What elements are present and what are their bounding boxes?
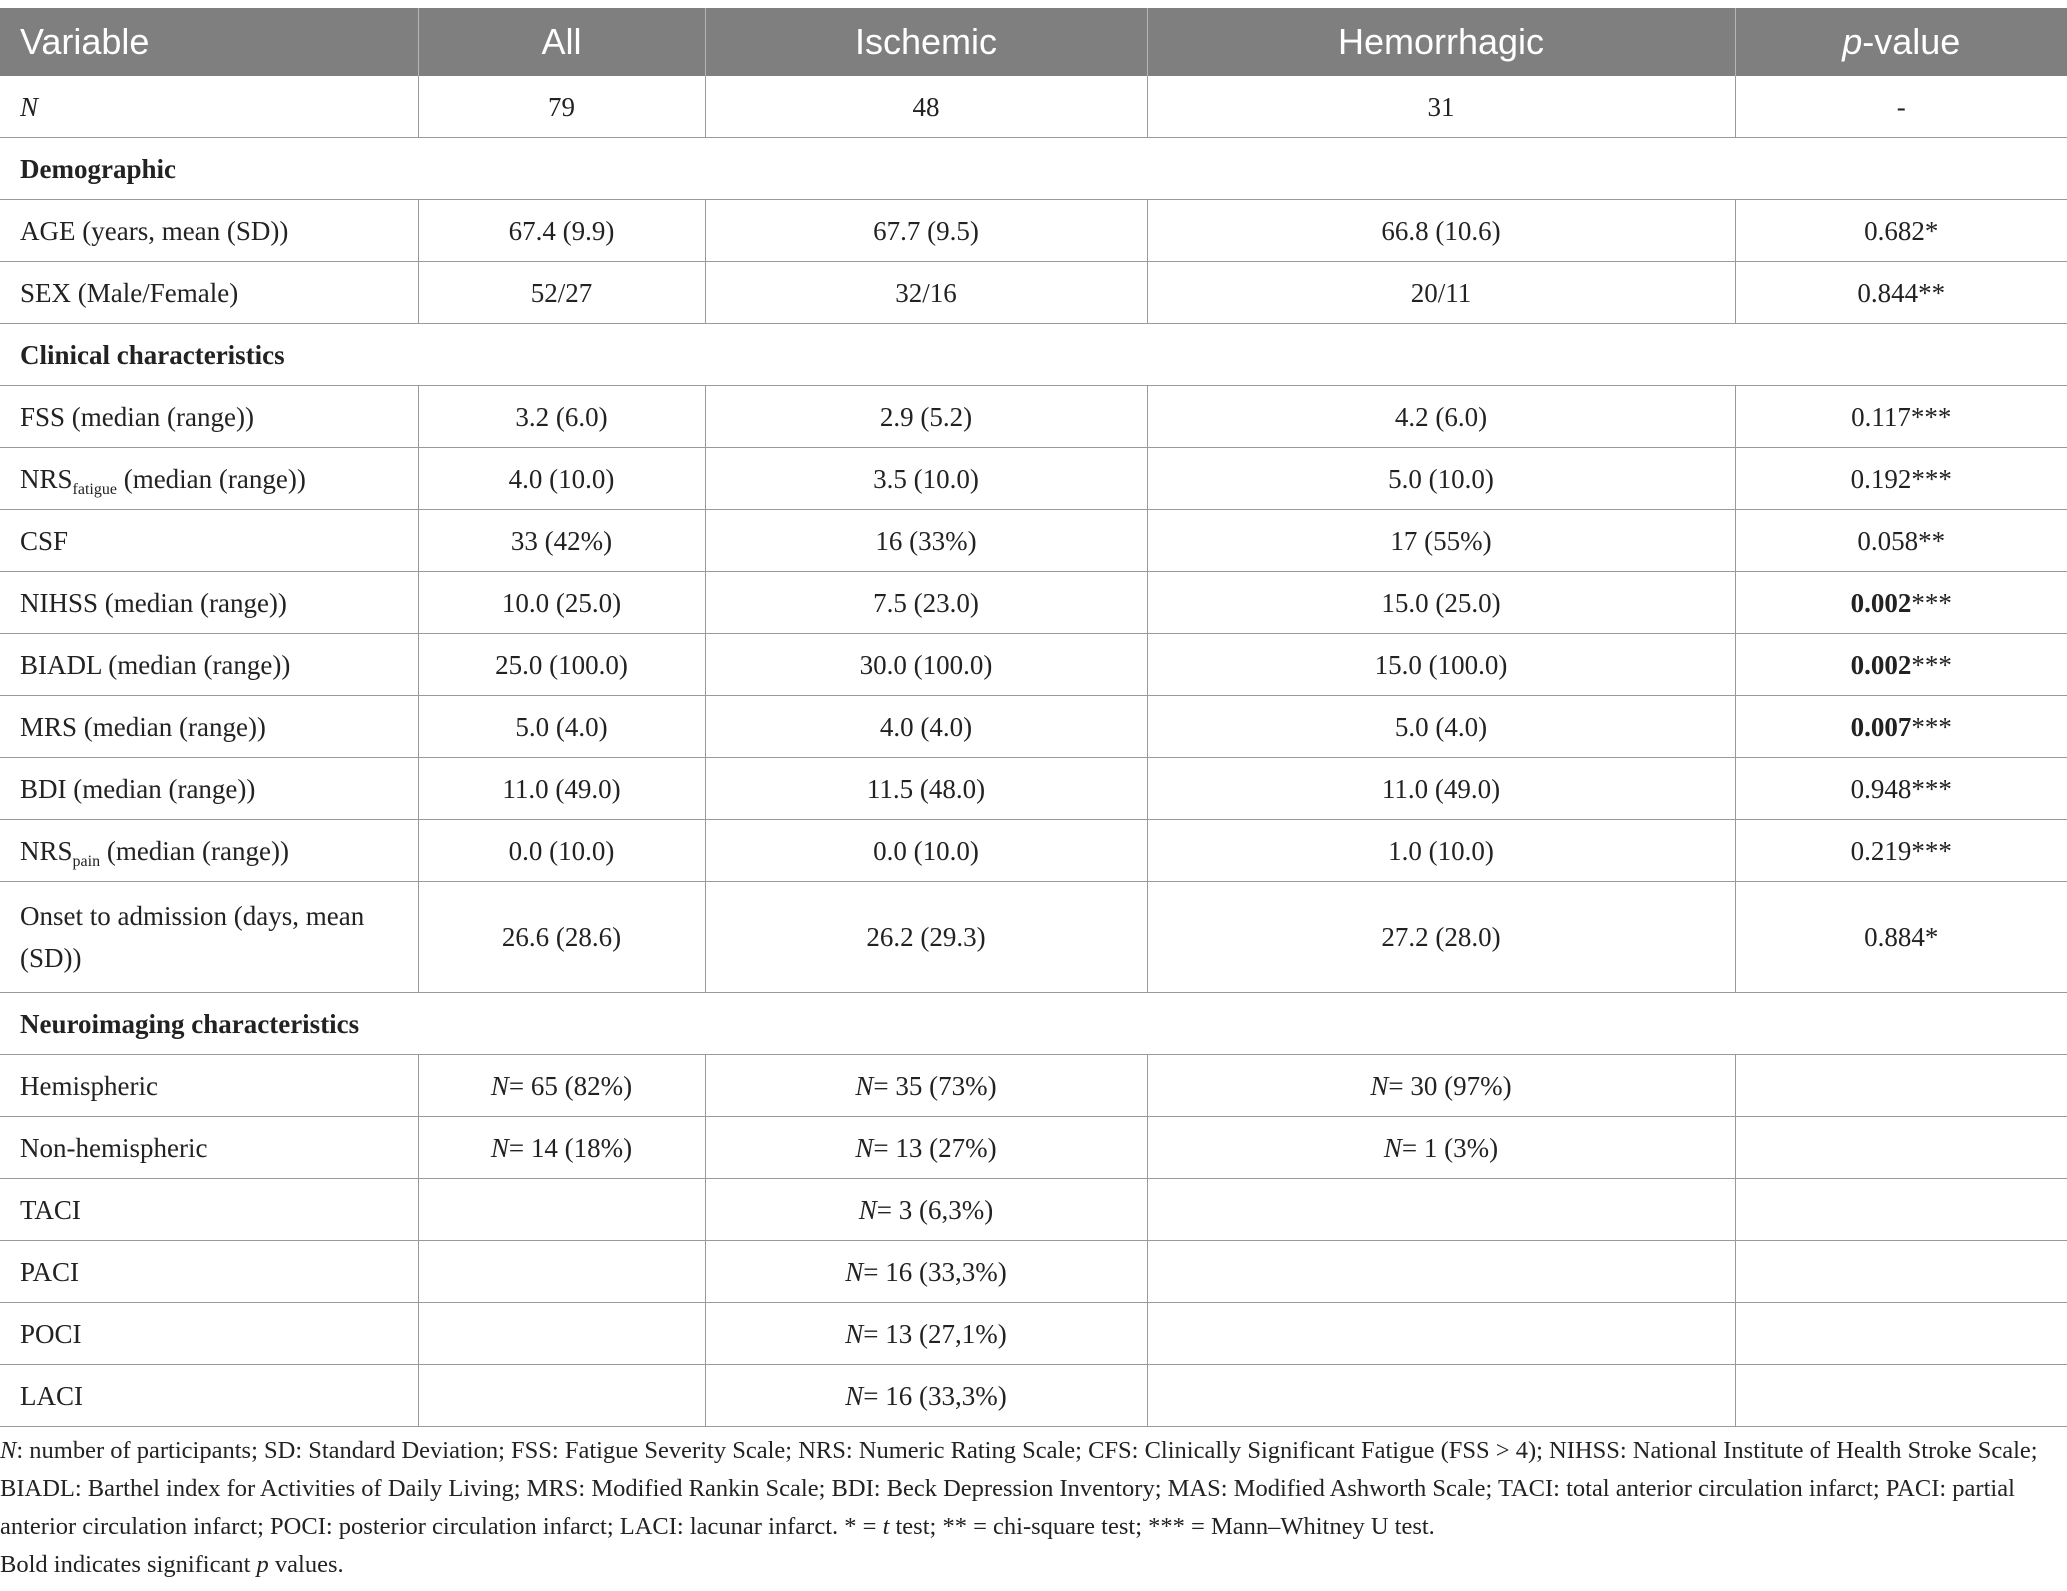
p-value-bold: 0.007 — [1850, 711, 1912, 742]
row-label — [0, 882, 418, 993]
cell-ischemic — [705, 1241, 1147, 1303]
n-letter: N — [1383, 1132, 1402, 1163]
section-row — [0, 993, 2067, 1055]
section-neuroimaging: Neuroimaging characteristics — [0, 993, 2067, 1055]
cell-p-value — [1735, 572, 2067, 634]
cell-all: 25.0 (100.0) — [418, 634, 705, 696]
table-row — [0, 448, 2067, 510]
table-row — [0, 386, 2067, 448]
table-row — [0, 758, 2067, 820]
row-label — [0, 448, 418, 510]
p-value-bold: 0.002 — [1850, 649, 1912, 680]
n-letter: N — [845, 1318, 864, 1349]
cell-ischemic — [705, 1117, 1147, 1179]
n-letter: N — [845, 1256, 864, 1287]
n-letter: N — [855, 1070, 874, 1101]
cell-ischemic — [705, 1055, 1147, 1117]
header-all: All — [418, 8, 705, 76]
label-main: NRS — [20, 463, 73, 494]
row-label: POCI — [0, 1303, 418, 1365]
row-label: BDI (median (range)) — [0, 758, 418, 820]
cell-hemorrhagic: 66.8 (10.6) — [1147, 200, 1735, 262]
cell-value: = 3 (6,3%) — [876, 1194, 994, 1225]
table-footnote — [0, 1432, 2050, 1584]
label-line-1: Onset to admission (days, mean — [20, 901, 365, 931]
cell-all — [418, 1055, 705, 1117]
table-container — [0, 8, 2067, 1427]
cell-hemorrhagic: 1.0 (10.0) — [1147, 820, 1735, 882]
cell-hemorrhagic: 11.0 (49.0) — [1147, 758, 1735, 820]
table-row — [0, 1365, 2067, 1427]
cell-ischemic — [705, 1179, 1147, 1241]
cell-p-value: 0.948*** — [1735, 758, 2067, 820]
cell-ischemic: 32/16 — [705, 262, 1147, 324]
cell-p-value — [1735, 1365, 2067, 1427]
cell-hemorrhagic — [1147, 1055, 1735, 1117]
table-row — [0, 510, 2067, 572]
header-p-value — [1735, 8, 2067, 76]
table-row — [0, 882, 2067, 993]
table-row — [0, 820, 2067, 882]
cell-value: = 13 (27,1%) — [863, 1318, 1007, 1349]
cell-p-value: 0.192*** — [1735, 448, 2067, 510]
cell-hemorrhagic: 20/11 — [1147, 262, 1735, 324]
cell-p-value — [1735, 1303, 2067, 1365]
cell-all: 3.2 (6.0) — [418, 386, 705, 448]
n-letter: N — [1370, 1070, 1389, 1101]
cell-hemorrhagic: 5.0 (4.0) — [1147, 696, 1735, 758]
cell-value: = 65 (82%) — [508, 1070, 633, 1101]
table-row — [0, 696, 2067, 758]
cell-hemorrhagic — [1147, 1241, 1735, 1303]
cell-all: 67.4 (9.9) — [418, 200, 705, 262]
results-table — [0, 8, 2067, 1427]
footnote-values: values. — [268, 1551, 344, 1578]
cell-ischemic: 16 (33%) — [705, 510, 1147, 572]
cell-all — [418, 1117, 705, 1179]
cell-all — [418, 1365, 705, 1427]
cell-all: 4.0 (10.0) — [418, 448, 705, 510]
label-rest: (median (range)) — [100, 835, 289, 866]
cell-p-value — [1735, 696, 2067, 758]
cell-all: 26.6 (28.6) — [418, 882, 705, 993]
cell-hemorrhagic: 31 — [1147, 76, 1735, 138]
cell-ischemic: 30.0 (100.0) — [705, 634, 1147, 696]
p-value-bold: 0.002 — [1850, 587, 1912, 618]
cell-value: = 30 (97%) — [1388, 1070, 1512, 1101]
n-letter: N — [858, 1194, 877, 1225]
p-value-stars: *** — [1911, 711, 1952, 742]
section-demographic: Demographic — [0, 138, 2067, 200]
table-row — [0, 572, 2067, 634]
row-label: SEX (Male/Female) — [0, 262, 418, 324]
footnote-tests: test; ** = chi-square test; *** = Mann–Whitney U test. — [889, 1513, 1435, 1540]
label-main: NRS — [20, 835, 73, 866]
table-row — [0, 1179, 2067, 1241]
table-row — [0, 634, 2067, 696]
footnote-n: N — [0, 1437, 17, 1464]
section-clinical: Clinical characteristics — [0, 324, 2067, 386]
cell-all — [418, 1241, 705, 1303]
cell-value: = 16 (33,3%) — [863, 1380, 1007, 1411]
cell-hemorrhagic: 17 (55%) — [1147, 510, 1735, 572]
cell-all: 79 — [418, 76, 705, 138]
cell-hemorrhagic — [1147, 1365, 1735, 1427]
cell-all: 0.0 (10.0) — [418, 820, 705, 882]
cell-value: = 14 (18%) — [508, 1132, 633, 1163]
row-label: NIHSS (median (range)) — [0, 572, 418, 634]
cell-ischemic: 26.2 (29.3) — [705, 882, 1147, 993]
cell-p-value: 0.884* — [1735, 882, 2067, 993]
n-letter: N — [490, 1070, 509, 1101]
cell-all: 52/27 — [418, 262, 705, 324]
row-label: TACI — [0, 1179, 418, 1241]
row-label — [0, 820, 418, 882]
row-label: LACI — [0, 1365, 418, 1427]
cell-p-value — [1735, 1241, 2067, 1303]
footnote-bold-note: Bold indicates significant — [0, 1551, 257, 1578]
row-label: MRS (median (range)) — [0, 696, 418, 758]
cell-ischemic: 48 — [705, 76, 1147, 138]
cell-ischemic: 11.5 (48.0) — [705, 758, 1147, 820]
cell-ischemic: 3.5 (10.0) — [705, 448, 1147, 510]
table-row — [0, 76, 2067, 138]
cell-all: 11.0 (49.0) — [418, 758, 705, 820]
cell-p-value — [1735, 1117, 2067, 1179]
footnote-p: p — [256, 1551, 269, 1578]
cell-all — [418, 1179, 705, 1241]
cell-value: = 16 (33,3%) — [863, 1256, 1007, 1287]
cell-hemorrhagic: 15.0 (100.0) — [1147, 634, 1735, 696]
header-ischemic: Ischemic — [705, 8, 1147, 76]
table-row — [0, 1303, 2067, 1365]
footnote-t: t — [882, 1513, 890, 1540]
cell-p-value — [1735, 1179, 2067, 1241]
table-row — [0, 1055, 2067, 1117]
section-row — [0, 138, 2067, 200]
cell-p-value: - — [1735, 76, 2067, 138]
table-row — [0, 1117, 2067, 1179]
cell-p-value: 0.058** — [1735, 510, 2067, 572]
cell-ischemic: 67.7 (9.5) — [705, 200, 1147, 262]
table-row — [0, 262, 2067, 324]
label-line-2: (SD)) — [20, 943, 82, 973]
n-letter: N — [845, 1380, 864, 1411]
section-row — [0, 324, 2067, 386]
cell-hemorrhagic — [1147, 1117, 1735, 1179]
header-row — [0, 8, 2067, 76]
label-subscript: fatigue — [72, 480, 117, 498]
cell-hemorrhagic: 27.2 (28.0) — [1147, 882, 1735, 993]
cell-all: 33 (42%) — [418, 510, 705, 572]
cell-hemorrhagic — [1147, 1303, 1735, 1365]
n-letter: N — [490, 1132, 509, 1163]
row-label: PACI — [0, 1241, 418, 1303]
header-p-letter: p — [1842, 21, 1863, 62]
row-label: Hemispheric — [0, 1055, 418, 1117]
row-label: AGE (years, mean (SD)) — [0, 200, 418, 262]
n-letter: N — [855, 1132, 874, 1163]
footnote-abbreviations: : number of participants; SD: Standard Deviation; FSS: Fatigue Severity Scale; NRS: Numeric Rating Scale; CFS: Clinically Significant Fatigue (FSS > 4); NIHSS: National Institute of Health Stroke Scale; BIADL: Barthel index for Activities of Daily Living; MRS: Modified Rankin Scale; BDI: Beck Depression Inventory; MAS: Modified Ashworth Scale; TACI: total anterior circulation infarct; PACI: partial anterior circulation infarct; POCI: posterior circulation infarct; LACI: lacunar infarct. * = — [0, 1437, 2038, 1540]
header-hemorrhagic: Hemorrhagic — [1147, 8, 1735, 76]
row-label: Non-hemispheric — [0, 1117, 418, 1179]
cell-ischemic: 4.0 (4.0) — [705, 696, 1147, 758]
cell-ischemic — [705, 1303, 1147, 1365]
label-subscript: pain — [72, 852, 101, 870]
cell-p-value: 0.219*** — [1735, 820, 2067, 882]
cell-value: = 1 (3%) — [1401, 1132, 1499, 1163]
header-variable: Variable — [0, 8, 418, 76]
cell-ischemic: 7.5 (23.0) — [705, 572, 1147, 634]
cell-ischemic: 0.0 (10.0) — [705, 820, 1147, 882]
row-label: N — [0, 76, 418, 138]
row-label: CSF — [0, 510, 418, 572]
cell-hemorrhagic: 4.2 (6.0) — [1147, 386, 1735, 448]
cell-all — [418, 1303, 705, 1365]
cell-p-value — [1735, 634, 2067, 696]
cell-p-value — [1735, 1055, 2067, 1117]
cell-value: = 13 (27%) — [873, 1132, 997, 1163]
cell-all: 10.0 (25.0) — [418, 572, 705, 634]
header-p-suffix: -value — [1862, 21, 1961, 62]
cell-hemorrhagic — [1147, 1179, 1735, 1241]
p-value-stars: *** — [1911, 587, 1952, 618]
table-row — [0, 200, 2067, 262]
row-label: BIADL (median (range)) — [0, 634, 418, 696]
cell-p-value: 0.682* — [1735, 200, 2067, 262]
cell-ischemic: 2.9 (5.2) — [705, 386, 1147, 448]
cell-hemorrhagic: 5.0 (10.0) — [1147, 448, 1735, 510]
cell-value: = 35 (73%) — [873, 1070, 997, 1101]
row-label: FSS (median (range)) — [0, 386, 418, 448]
label-rest: (median (range)) — [116, 463, 306, 494]
cell-p-value: 0.844** — [1735, 262, 2067, 324]
table-row — [0, 1241, 2067, 1303]
cell-hemorrhagic: 15.0 (25.0) — [1147, 572, 1735, 634]
cell-p-value: 0.117*** — [1735, 386, 2067, 448]
cell-ischemic — [705, 1365, 1147, 1427]
cell-all: 5.0 (4.0) — [418, 696, 705, 758]
p-value-stars: *** — [1911, 649, 1952, 680]
